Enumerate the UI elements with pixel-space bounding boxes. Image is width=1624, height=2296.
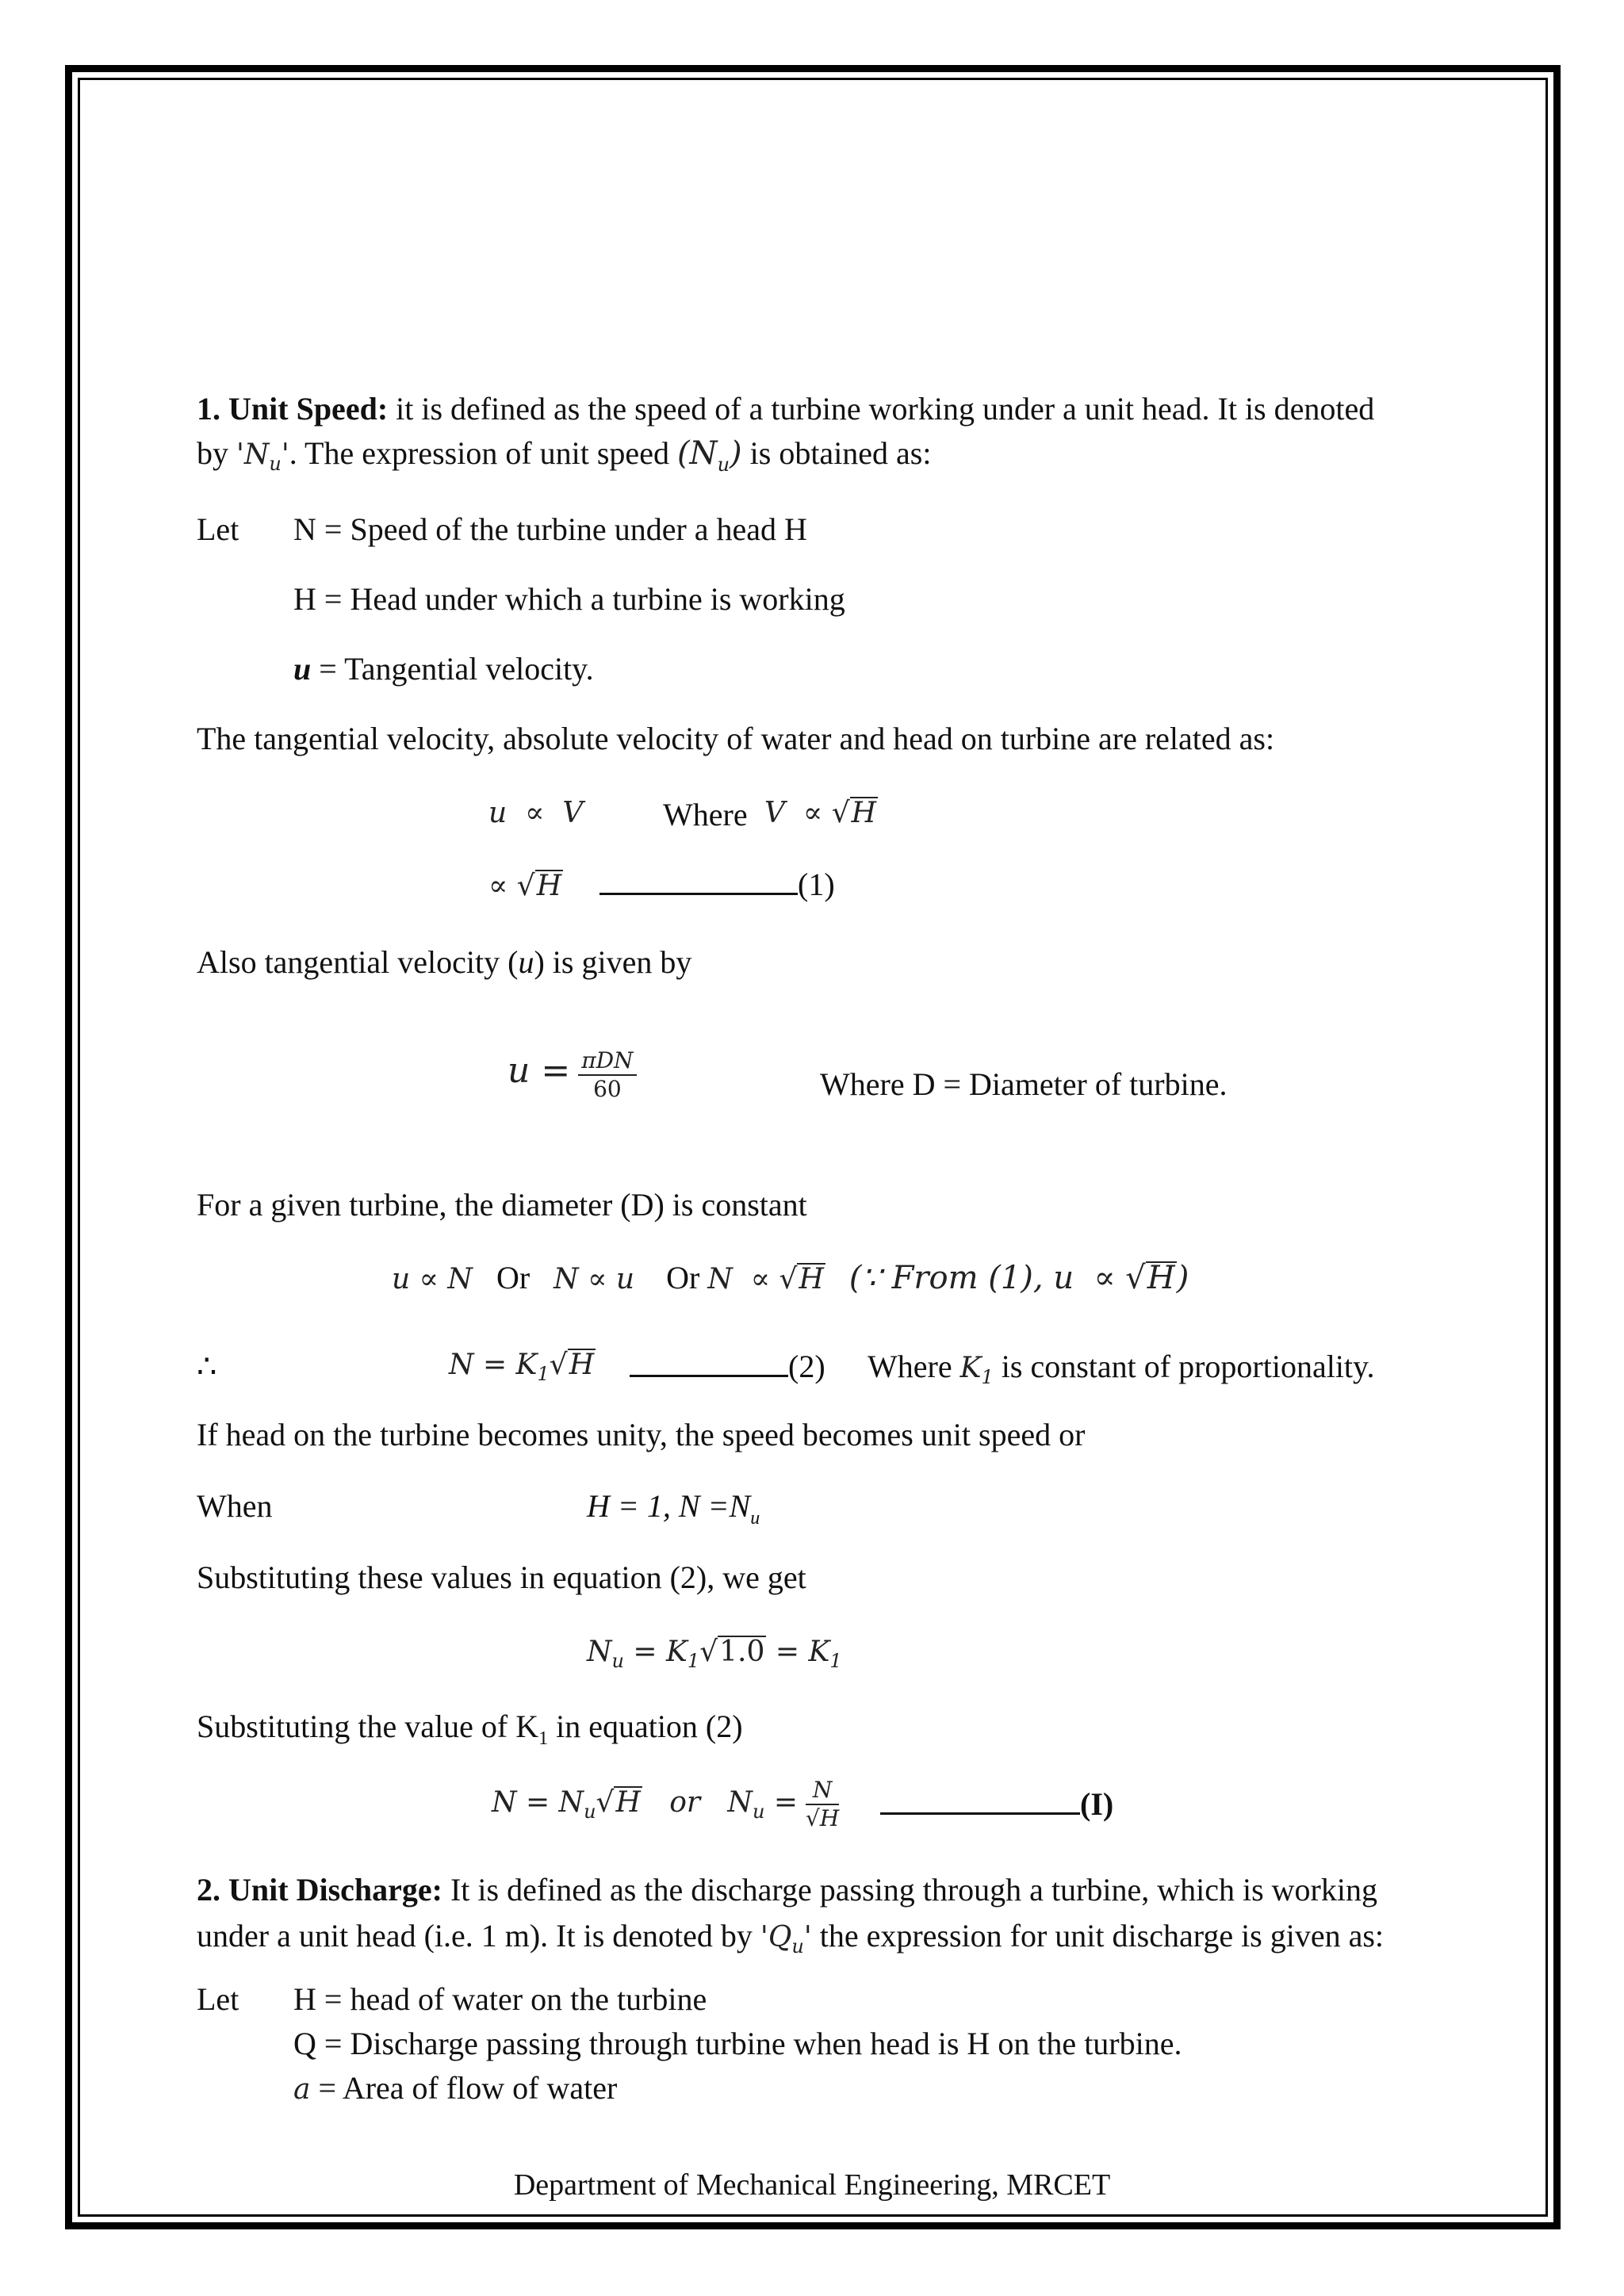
therefore-symbol: ∴ (197, 1349, 217, 1384)
eq-u-formula: u = $\frac{\text{πDN}}{60}$ (508, 1043, 637, 1103)
eq-final: $N = N_u√H$ or $N_u$ = $\frac{N}{√H}$ (492, 1776, 840, 1831)
nu-symbol-paren: $(N_u)$ (676, 435, 742, 476)
qu-symbol: '$Q_u$' (760, 1921, 812, 1958)
when-condition: H = 1, $N =N_u$ (587, 1488, 760, 1529)
intro-rest: . The expression of unit speed (289, 435, 677, 471)
unit-speed-paragraph-line1 (197, 390, 1374, 428)
eq-v-prop-sqrt-h: V ∝ √H (764, 797, 877, 829)
unit-speed-intro-1: it is defined as the speed of a turbine working under a unit head. It is denoted (388, 391, 1375, 427)
when-word: When (197, 1488, 273, 1524)
subst-text: Substituting these values in equation (2), we get (197, 1559, 806, 1595)
footer-text: Department of Mechanical Engineering, MRCET (513, 2168, 1111, 2202)
discharge-def-q: Q = Discharge passing through turbine when head is H on the turbine. (293, 2026, 1182, 2061)
def-h: H = Head under which a turbine is working (293, 581, 845, 617)
unit-discharge-line1: 2. Unit Discharge: It is defined as the discharge passing through a turbine, which is working (197, 1872, 1377, 1908)
unit-discharge-heading: 2. Unit Discharge: (197, 1872, 442, 1908)
nu-symbol-quoted: '$N_u$' (236, 438, 289, 476)
unit-speed-heading: 1. Unit Speed: (197, 391, 389, 427)
where-d: Where D = Diameter of turbine. (820, 1066, 1228, 1102)
also-text: Also tangential velocity (u) is given by (197, 944, 692, 980)
def-u: u = Tangential velocity. (293, 651, 594, 687)
subst-k-text: Substituting the value of $K_1$ in equation (2) (197, 1709, 743, 1749)
discharge-def-a: a = Area of flow of water (293, 2070, 618, 2106)
where-word-1: Where (663, 797, 748, 832)
or-2: Or (666, 1260, 700, 1295)
discharge-def-h: H = head of water on the turbine (293, 1981, 707, 2017)
pi-dn-over-60: $\frac{\text{πDN}}{60}$ (578, 1047, 636, 1103)
unity-text: If head on the turbine becomes unity, the speed becomes unit speed or (197, 1417, 1086, 1452)
discharge-let-word: Let (197, 1981, 239, 2017)
where-k: Where $K_1$ is constant of proportionality. (868, 1349, 1375, 1389)
unit-speed-paragraph-line2 (197, 434, 932, 484)
eq1-line: (1) (599, 866, 835, 904)
eq-prop-sqrt-h: ∝ √H (488, 870, 562, 902)
intro-end: is obtained as: (741, 435, 932, 471)
relation-text: The tangential velocity, absolute velocity of water and head on turbine are related as: (197, 721, 1275, 756)
intro-by: by (197, 435, 236, 471)
eq-prop-chain: u ∝ N Or N ∝ u Or N ∝ √H (∵ From (1), u ∝ √H) (392, 1260, 1189, 1296)
n-over-sqrt-h: $\frac{N}{√H}$ (806, 1776, 840, 1831)
let-word: Let (197, 511, 239, 547)
eq2-formula: $N = K_1√H$ (449, 1349, 595, 1386)
given-text: For a given turbine, the diameter (D) is constant (197, 1187, 807, 1223)
eq-nu-k1: $N_u = K_1√1.0 = K_1$ (587, 1636, 842, 1673)
eq2-line: (2) (630, 1348, 825, 1386)
eq-u-prop-v: u ∝ V (488, 797, 584, 829)
or-1: Or (496, 1260, 530, 1295)
def-n: N = Speed of the turbine under a head H (293, 511, 807, 547)
unit-discharge-line2: under a unit head (i.e. 1 m). It is denoted by '$Q_u$' the expression for unit discharge is given as: (197, 1918, 1385, 1958)
final-line: (I) (880, 1785, 1113, 1823)
